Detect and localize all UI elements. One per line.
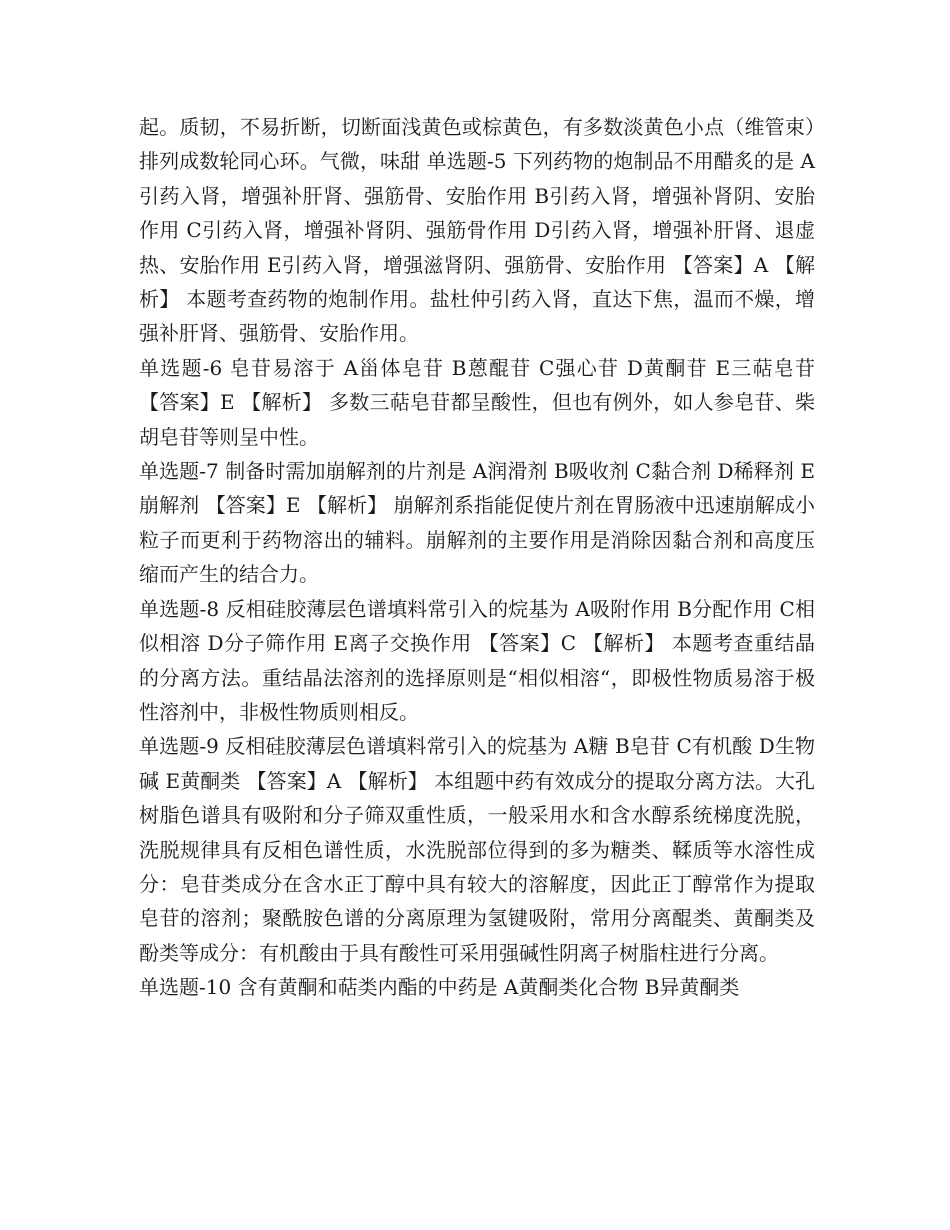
paragraph-question-5-continued: 起。质韧，不易折断，切断面浅黄色或棕黄色，有多数淡黄色小点（维管束）排列成数轮同心环。气微，味甜 单选题-5 下列药物的炮制品不用醋炙的是 A引药入肾，增强补肝肾、强筋骨、安胎作用 B引药入肾，增强补肾阴、安胎作用 C引药入肾，增强补肾阴、强筋骨作用 D引药入肾，增强补肝肾、退虚热、安胎作用 E引药入肾，增强滋肾阴、强筋骨、安胎作用 【答案】A 【解析】 本题考查药物的炮制作用。盐杜仲引药入肾，直达下焦，温而不燥，增强补肝肾、强筋骨、安胎作用。 [139,115,815,346]
paragraph-question-6: 单选题-6 皂苷易溶于 A甾体皂苷 B蒽醌苷 C强心苷 D黄酮苷 E三萜皂苷 【答案】E 【解析】 多数三萜皂苷都呈酸性，但也有例外，如人参皂苷、柴胡皂苷等则呈中性。 [139,355,815,449]
paragraph-question-9: 单选题-9 反相硅胶薄层色谱填料常引入的烷基为 A糖 B皂苷 C有机酸 D生物碱 E黄酮类 【答案】A 【解析】 本组题中药有效成分的提取分离方法。大孔树脂色谱具有吸附和分子筛双重性质，一般采用水和含水醇系统梯度洗脱，洗脱规律具有反相色谱性质，水洗脱部位得到的多为糖类、鞣质等水溶性成分：皂苷类成分在含水正丁醇中具有较大的溶解度，因此正丁醇常作为提取皂苷的溶剂；聚酰胺色谱的分离原理为氢键吸附，常用分离醌类、黄酮类及酚类等成分：有机酸由于具有酸性可采用强碱性阴离子树脂柱进行分离。 [139,734,815,965]
paragraph-question-7: 单选题-7 制备时需加崩解剂的片剂是 A润滑剂 B吸收剂 C黏合剂 D稀释剂 E崩解剂 【答案】E 【解析】 崩解剂系指能促使片剂在胃肠液中迅速崩解成小粒子而更利于药物溶出的辅料。崩解剂的主要作用是消除因黏合剂和高度压缩而产生的结合力。 [139,459,815,587]
paragraph-question-10: 单选题-10 含有黄酮和萜类内酯的中药是 A黄酮类化合物 B异黄酮类 [139,975,740,1000]
document-body [139,110,815,1005]
paragraph-question-8: 单选题-8 反相硅胶薄层色谱填料常引入的烷基为 A吸附作用 B分配作用 C相似相溶 D分子筛作用 E离子交换作用 【答案】C 【解析】 本题考查重结晶的分离方法。重结晶法溶剂的选择原则是“相似相溶“，即极性物质易溶于极性溶剂中，非极性物质则相反。 [139,596,815,724]
